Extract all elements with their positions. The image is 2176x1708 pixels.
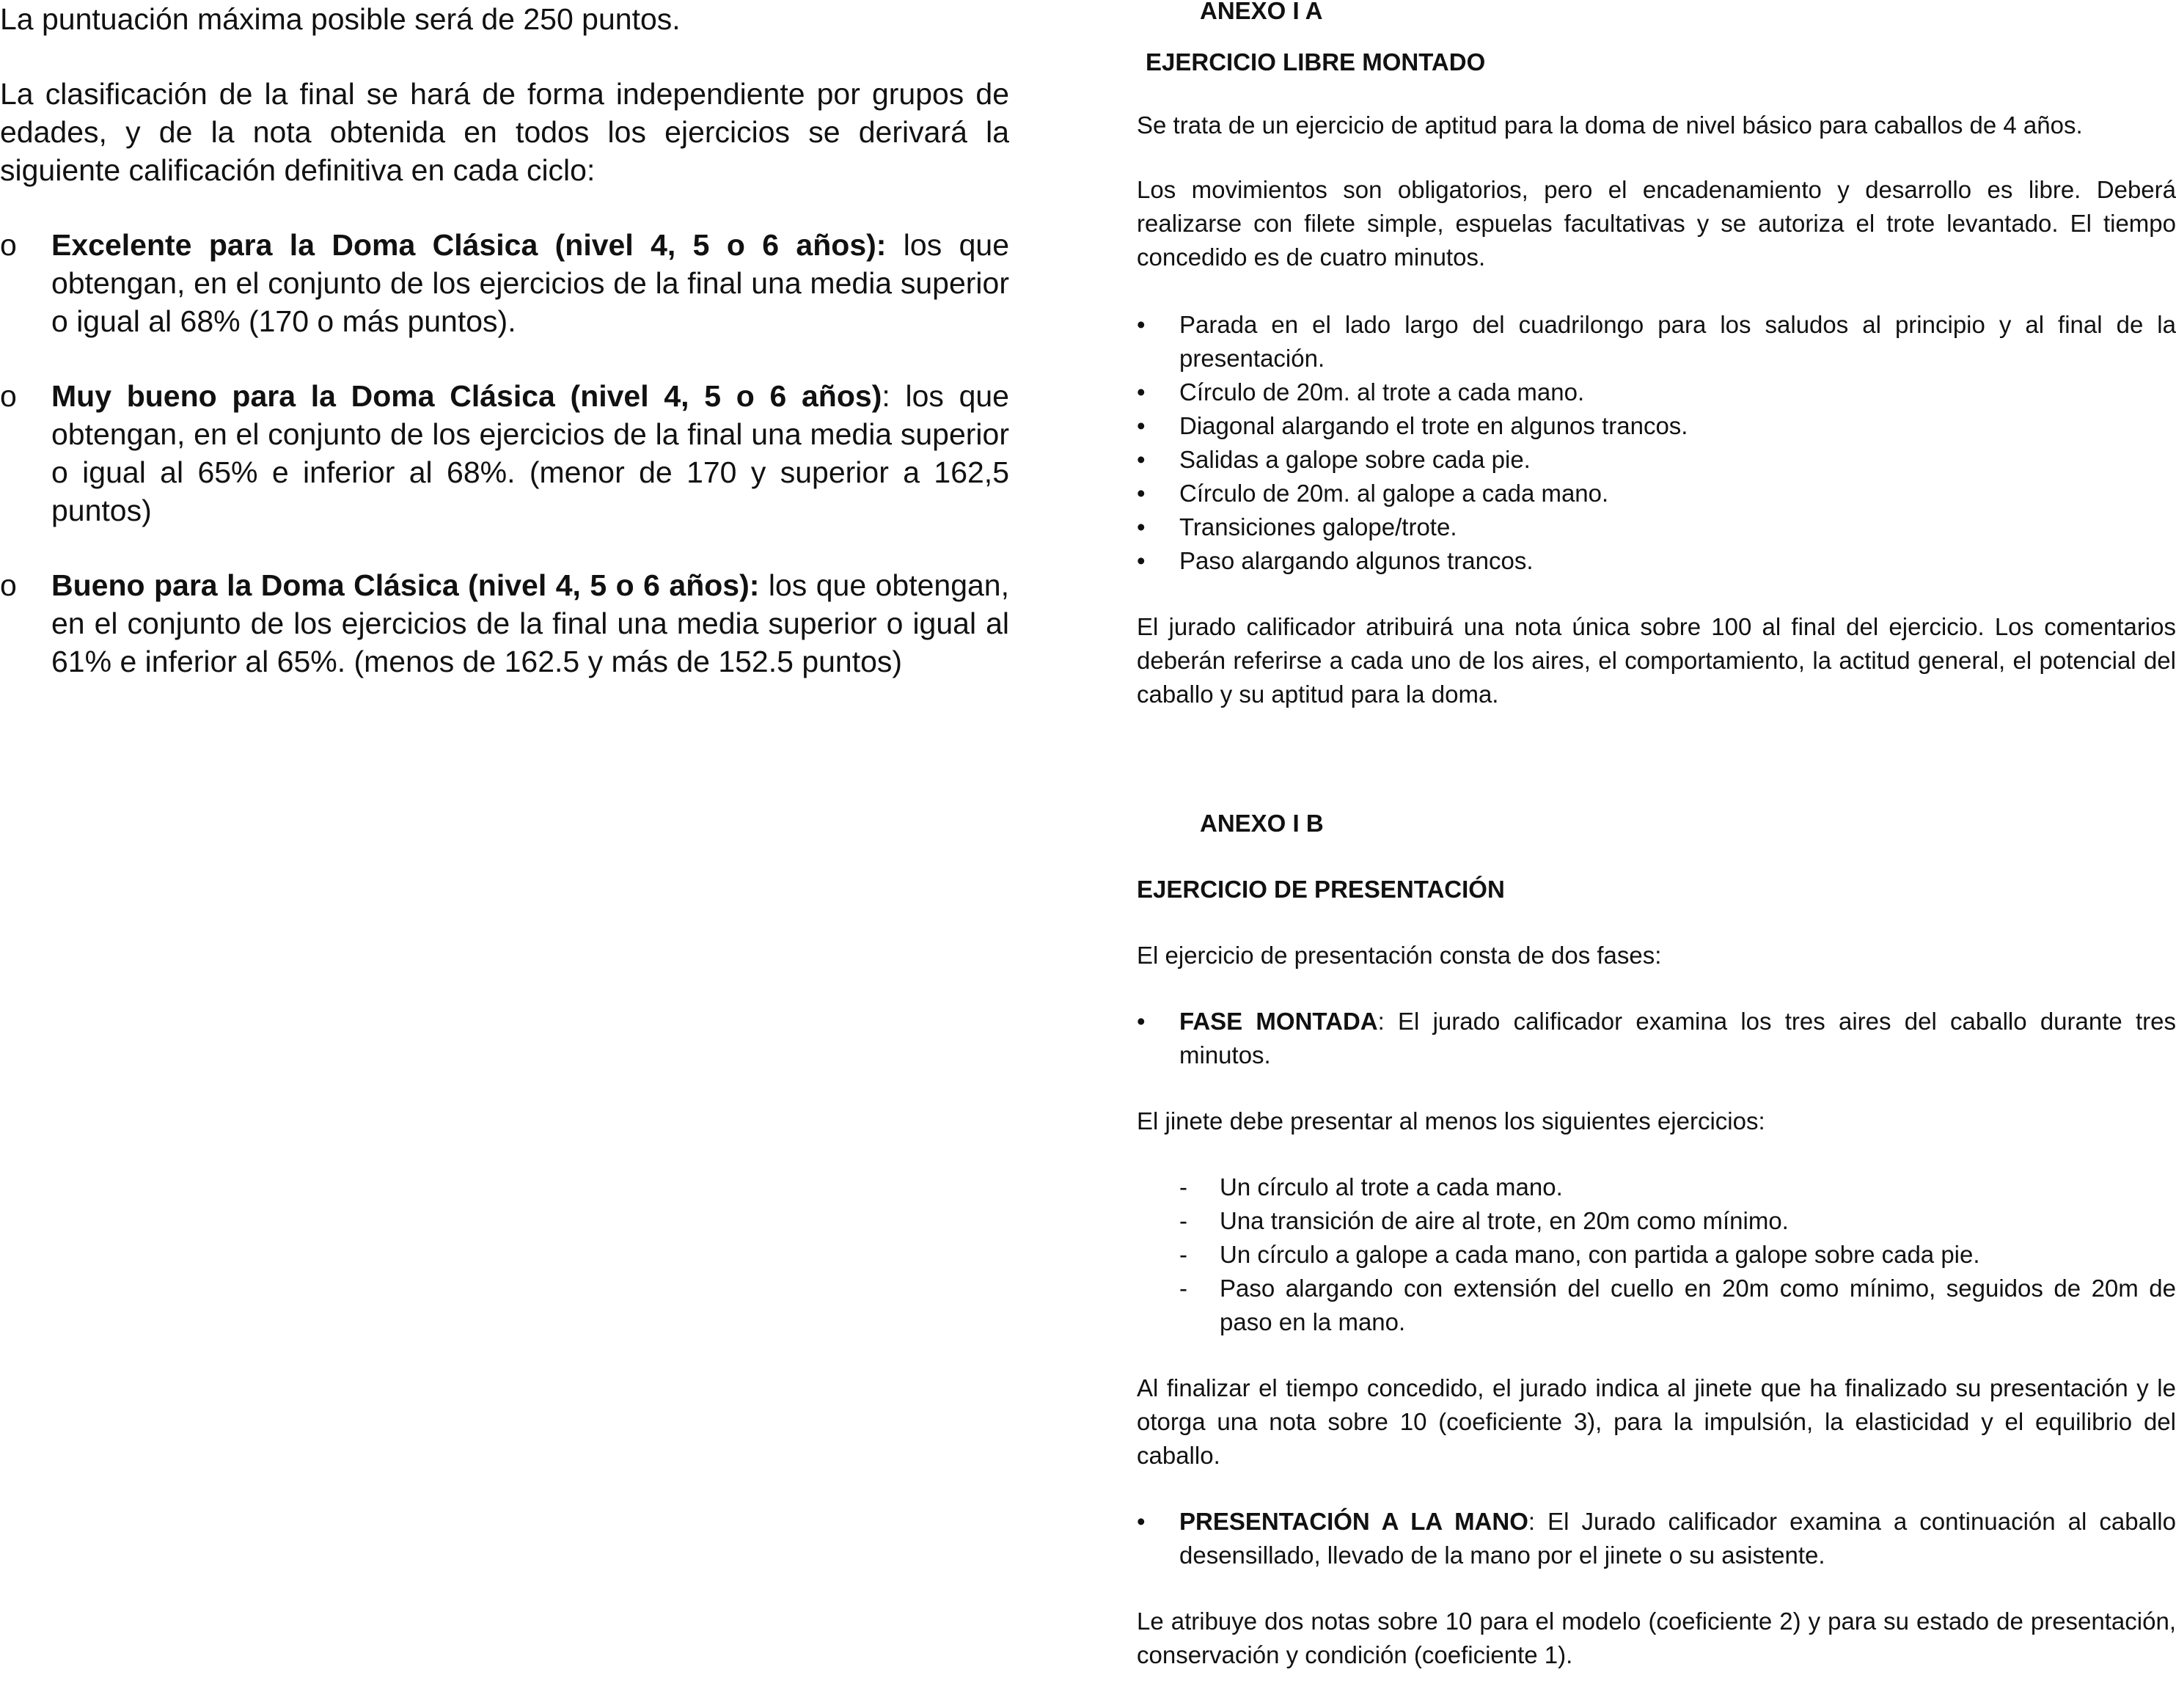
list-item-text: Paso alargando con extensión del cuello en 20m como mínimo, seguidos de 20m de paso en la mano. <box>1220 1275 2176 1335</box>
rating-description: los que obtengan, en el conjunto de los ejercicios de la final una media superior o igual al 61% e inferior al 65%. (menos de 162.5 y más de 152.5 puntos) <box>51 568 1009 678</box>
list-item <box>1137 477 2176 510</box>
rating-description: : los que obtengan, en el conjunto de los ejercicios de la final una media superior o igual al 65% e inferior al 68%. (menor de 170 y superior a 162,5 puntos) <box>51 379 1009 527</box>
list-item-fase-montada <box>1137 1005 2176 1072</box>
list-item-text: Diagonal alargando el trote en algunos trancos. <box>1179 412 1688 439</box>
dash-icon: - <box>1179 1275 1187 1302</box>
list-item <box>1179 1170 2176 1204</box>
bullet-icon: • <box>1137 311 1146 338</box>
fase-montada-label: FASE MONTADA <box>1179 1008 1378 1035</box>
list-item <box>1137 409 2176 443</box>
exercise-dash-list <box>1137 1170 2176 1339</box>
rating-label: Muy bueno para la Doma Clásica (nivel 4, 5 o 6 años) <box>51 379 882 413</box>
list-item-text: Un círculo a galope a cada mano, con partida a galope sobre cada pie. <box>1220 1241 1980 1268</box>
bullet-icon: • <box>1137 1008 1146 1035</box>
fase-montada-subtext: El jinete debe presentar al menos los siguientes ejercicios: <box>1137 1107 1765 1135</box>
list-item <box>1179 1238 2176 1272</box>
bullet-icon: • <box>1137 1508 1146 1535</box>
list-marker: o <box>0 379 17 413</box>
fase-montada-closing: Al finalizar el tiempo concedido, el jurado indica al jinete que ha finalizado su presentación y le otorga una nota sobre 10 (coeficiente 3), para la impulsión, la elasticidad y el equilibrio del caballo. <box>1137 1374 2176 1469</box>
list-item-text <box>1179 1005 2176 1072</box>
list-item-text: Paso alargando algunos trancos. <box>1179 547 1534 574</box>
annex-a-paragraph-3: El jurado calificador atribuirá una nota única sobre 100 al final del ejercicio. Los comentarios deberán referirse a cada uno de los aires, el comportamiento, la actitud general, el potencial del caballo y su aptitud para la doma. <box>1137 613 2176 708</box>
annex-b-intro: El ejercicio de presentación consta de dos fases: <box>1137 942 1662 969</box>
classification-paragraph: La clasificación de la final se hará de forma independiente por grupos de edades, y de la nota obtenida en todos los ejercicios se derivará la siguiente calificación definitiva en cada ciclo: <box>0 77 1009 187</box>
rating-item-excelente <box>0 226 1009 340</box>
annex-a-paragraph-1: Se trata de un ejercicio de aptitud para la doma de nivel básico para caballos de 4 años. <box>1137 111 2083 139</box>
annex-b-section <box>1137 807 2176 1672</box>
bullet-icon: • <box>1137 378 1146 406</box>
dash-icon: - <box>1179 1173 1187 1201</box>
list-item-text: Transiciones galope/trote. <box>1179 513 1457 540</box>
presentacion-closing: Le atribuye dos notas sobre 10 para el modelo (coeficiente 2) y para su estado de presentación, conservación y condición (coeficiente 1). <box>1137 1608 2176 1668</box>
annex-b-heading: EJERCICIO DE PRESENTACIÓN <box>1137 876 1505 903</box>
list-item-text: Parada en el lado largo del cuadrilongo para los saludos al principio y al final de la presentación. <box>1179 311 2176 372</box>
list-item <box>1137 544 2176 578</box>
list-item <box>1179 1272 2176 1339</box>
rating-label: Bueno para la Doma Clásica (nivel 4, 5 o 6 años): <box>51 568 760 602</box>
annex-a-section <box>1137 0 2176 711</box>
left-column <box>0 0 1009 681</box>
right-column <box>1137 0 2176 1672</box>
presentacion-label: PRESENTACIÓN A LA MANO <box>1179 1508 1528 1535</box>
max-score-text: La puntuación máxima posible será de 250 puntos. <box>0 2 681 36</box>
list-item-text: Círculo de 20m. al galope a cada mano. <box>1179 480 1609 507</box>
dash-icon: - <box>1179 1241 1187 1268</box>
list-item <box>1137 375 2176 409</box>
list-marker: o <box>0 568 17 602</box>
list-item <box>1179 1204 2176 1238</box>
rating-text <box>51 377 1009 529</box>
rating-text <box>51 566 1009 681</box>
presentacion-text: : El Jurado calificador examina a continuación al caballo desensillado, llevado de la mano por el jinete o su asistente. <box>1179 1508 2176 1569</box>
annex-a-bullet-list <box>1137 308 2176 578</box>
list-marker: o <box>0 228 17 262</box>
list-item <box>1137 443 2176 477</box>
bullet-icon: • <box>1137 480 1146 507</box>
bullet-icon: • <box>1137 513 1146 540</box>
rating-item-bueno <box>0 566 1009 681</box>
list-item-text: Un círculo al trote a cada mano. <box>1220 1173 1563 1201</box>
bullet-icon: • <box>1137 547 1146 574</box>
rating-item-muy-bueno <box>0 377 1009 529</box>
rating-description: los que obtengan, en el conjunto de los ejercicios de la final una media superior o igual al 68% (170 o más puntos). <box>51 228 1010 338</box>
list-item-presentacion-mano <box>1137 1505 2176 1572</box>
list-item-text: Una transición de aire al trote, en 20m como mínimo. <box>1220 1207 1789 1234</box>
fase-montada-text: : El jurado calificador examina los tres aires del caballo durante tres minutos. <box>1179 1008 2176 1069</box>
annex-a-heading: EJERCICIO LIBRE MONTADO <box>1146 48 1486 76</box>
list-item-text <box>1179 1505 2176 1572</box>
list-item-text: Círculo de 20m. al trote a cada mano. <box>1179 378 1585 406</box>
annex-b-title: ANEXO I B <box>1200 810 1324 837</box>
dash-icon: - <box>1179 1207 1187 1234</box>
bullet-icon: • <box>1137 446 1146 473</box>
annex-a-paragraph-2: Los movimientos son obligatorios, pero el encadenamiento y desarrollo es libre. Deberá realizarse con filete simple, espuelas facultativas y se autoriza el trote levantado. El tiempo concedido es de cuatro minutos. <box>1137 176 2176 271</box>
list-item-text: Salidas a galope sobre cada pie. <box>1179 446 1531 473</box>
bullet-icon: • <box>1137 412 1146 439</box>
annex-a-title: ANEXO I A <box>1200 0 1323 24</box>
rating-label: Excelente para la Doma Clásica (nivel 4, 5 o 6 años): <box>51 228 887 262</box>
list-item <box>1137 510 2176 544</box>
rating-text <box>51 226 1009 340</box>
list-item <box>1137 308 2176 375</box>
